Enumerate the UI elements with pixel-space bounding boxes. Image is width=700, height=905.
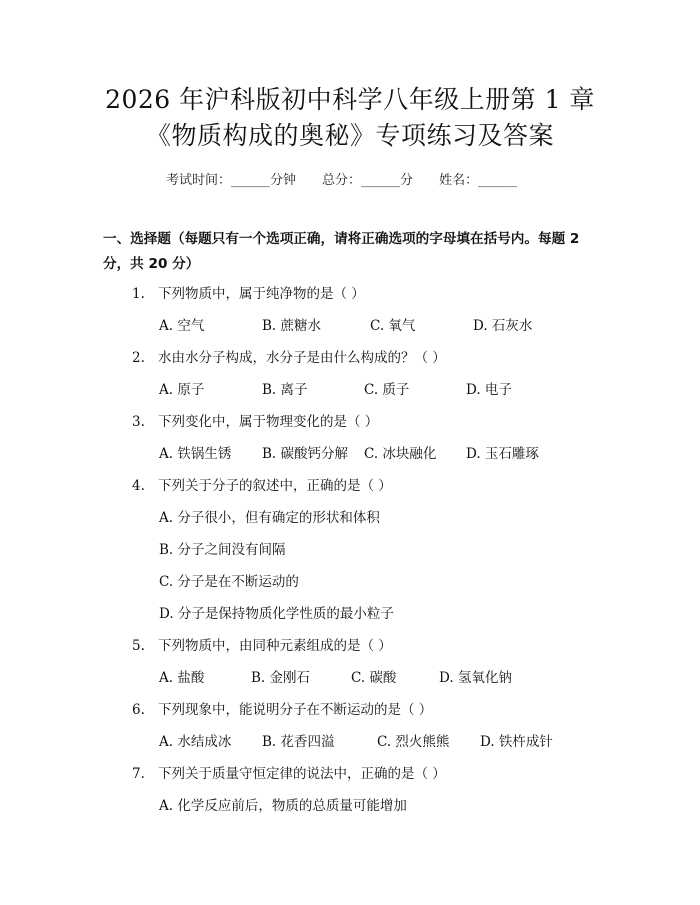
question-text: 下列现象中，能说明分子在不断运动的是（ ） <box>158 702 433 718</box>
q4-option-a: A. 分子很小，但有确定的形状和体积 <box>159 510 380 526</box>
question-6 <box>132 698 432 718</box>
question-number: 1. <box>132 286 145 302</box>
question-number: 2. <box>132 350 145 366</box>
time-unit: 分钟 <box>270 173 297 188</box>
question-4 <box>132 474 392 494</box>
question-number: 7. <box>132 766 145 782</box>
question-number: 4. <box>132 478 145 494</box>
q5-option-a: A. 盐酸 <box>159 670 205 686</box>
question-text: 下列关于分子的叙述中，正确的是（ ） <box>158 478 392 494</box>
q5-option-c: C. 碳酸 <box>351 670 397 686</box>
question-text: 下列关于质量守恒定律的说法中，正确的是（ ） <box>158 766 446 782</box>
section-heading: 一、选择题（每题只有一个选项正确，请将正确选项的字母填在括号内。每题 2 分，共 20 分） <box>103 231 580 272</box>
score-blank: ______ <box>361 173 401 188</box>
q2-option-c: C. 质子 <box>364 382 410 398</box>
score-unit: 分 <box>400 173 414 188</box>
q2-option-d: D. 电子 <box>466 382 512 398</box>
q4-option-d: D. 分子是保持物质化学性质的最小粒子 <box>159 606 394 622</box>
q7-option-a: A. 化学反应前后，物质的总质量可能增加 <box>159 798 407 814</box>
question-text: 下列物质中，属于纯净物的是（ ） <box>158 286 365 302</box>
time-blank: ______ <box>231 173 271 188</box>
question-7 <box>132 762 446 782</box>
time-label: 考试时间： <box>166 173 232 188</box>
q5-option-b: B. 金刚石 <box>251 670 311 686</box>
q3-option-b: B. 碳酸钙分解 <box>262 446 349 462</box>
question-number: 6. <box>132 702 145 718</box>
q4-option-b: B. 分子之间没有间隔 <box>159 542 286 558</box>
question-2 <box>132 346 446 366</box>
document-title-line-2: 《物质构成的奥秘》专项练习及答案 <box>145 121 554 150</box>
q1-option-d: D. 石灰水 <box>473 318 533 334</box>
question-text: 下列变化中，属于物理变化的是（ ） <box>158 414 379 430</box>
document-title-line-1: 2026 年沪科版初中科学八年级上册第 1 章 <box>105 85 595 114</box>
question-text: 水由水分子构成，水分子是由什么构成的？（ ） <box>158 350 446 366</box>
q3-option-a: A. 铁锅生锈 <box>159 446 232 462</box>
q1-option-a: A. 空气 <box>159 318 205 334</box>
name-blank: ______ <box>478 173 518 188</box>
q3-option-c: C. 冰块融化 <box>364 446 437 462</box>
q6-option-c: C. 烈火熊熊 <box>377 734 450 750</box>
q3-option-d: D. 玉石雕琢 <box>466 446 539 462</box>
name-label: 姓名： <box>439 173 479 188</box>
exam-meta <box>166 169 517 188</box>
q1-option-b: B. 蔗糖水 <box>262 318 322 334</box>
q2-option-b: B. 离子 <box>262 382 308 398</box>
question-1 <box>132 282 365 302</box>
q2-option-a: A. 原子 <box>159 382 205 398</box>
q5-option-d: D. 氢氧化钠 <box>439 670 512 686</box>
score-label: 总分： <box>322 173 362 188</box>
q1-option-c: C. 氧气 <box>370 318 416 334</box>
question-text: 下列物质中，由同种元素组成的是（ ） <box>158 638 392 654</box>
q6-option-b: B. 花香四溢 <box>262 734 335 750</box>
q6-option-d: D. 铁杵成针 <box>480 734 553 750</box>
question-5 <box>132 634 392 654</box>
question-number: 3. <box>132 414 145 430</box>
question-3 <box>132 410 378 430</box>
question-number: 5. <box>132 638 145 654</box>
q6-option-a: A. 水结成冰 <box>159 734 232 750</box>
q4-option-c: C. 分子是在不断运动的 <box>159 574 299 590</box>
